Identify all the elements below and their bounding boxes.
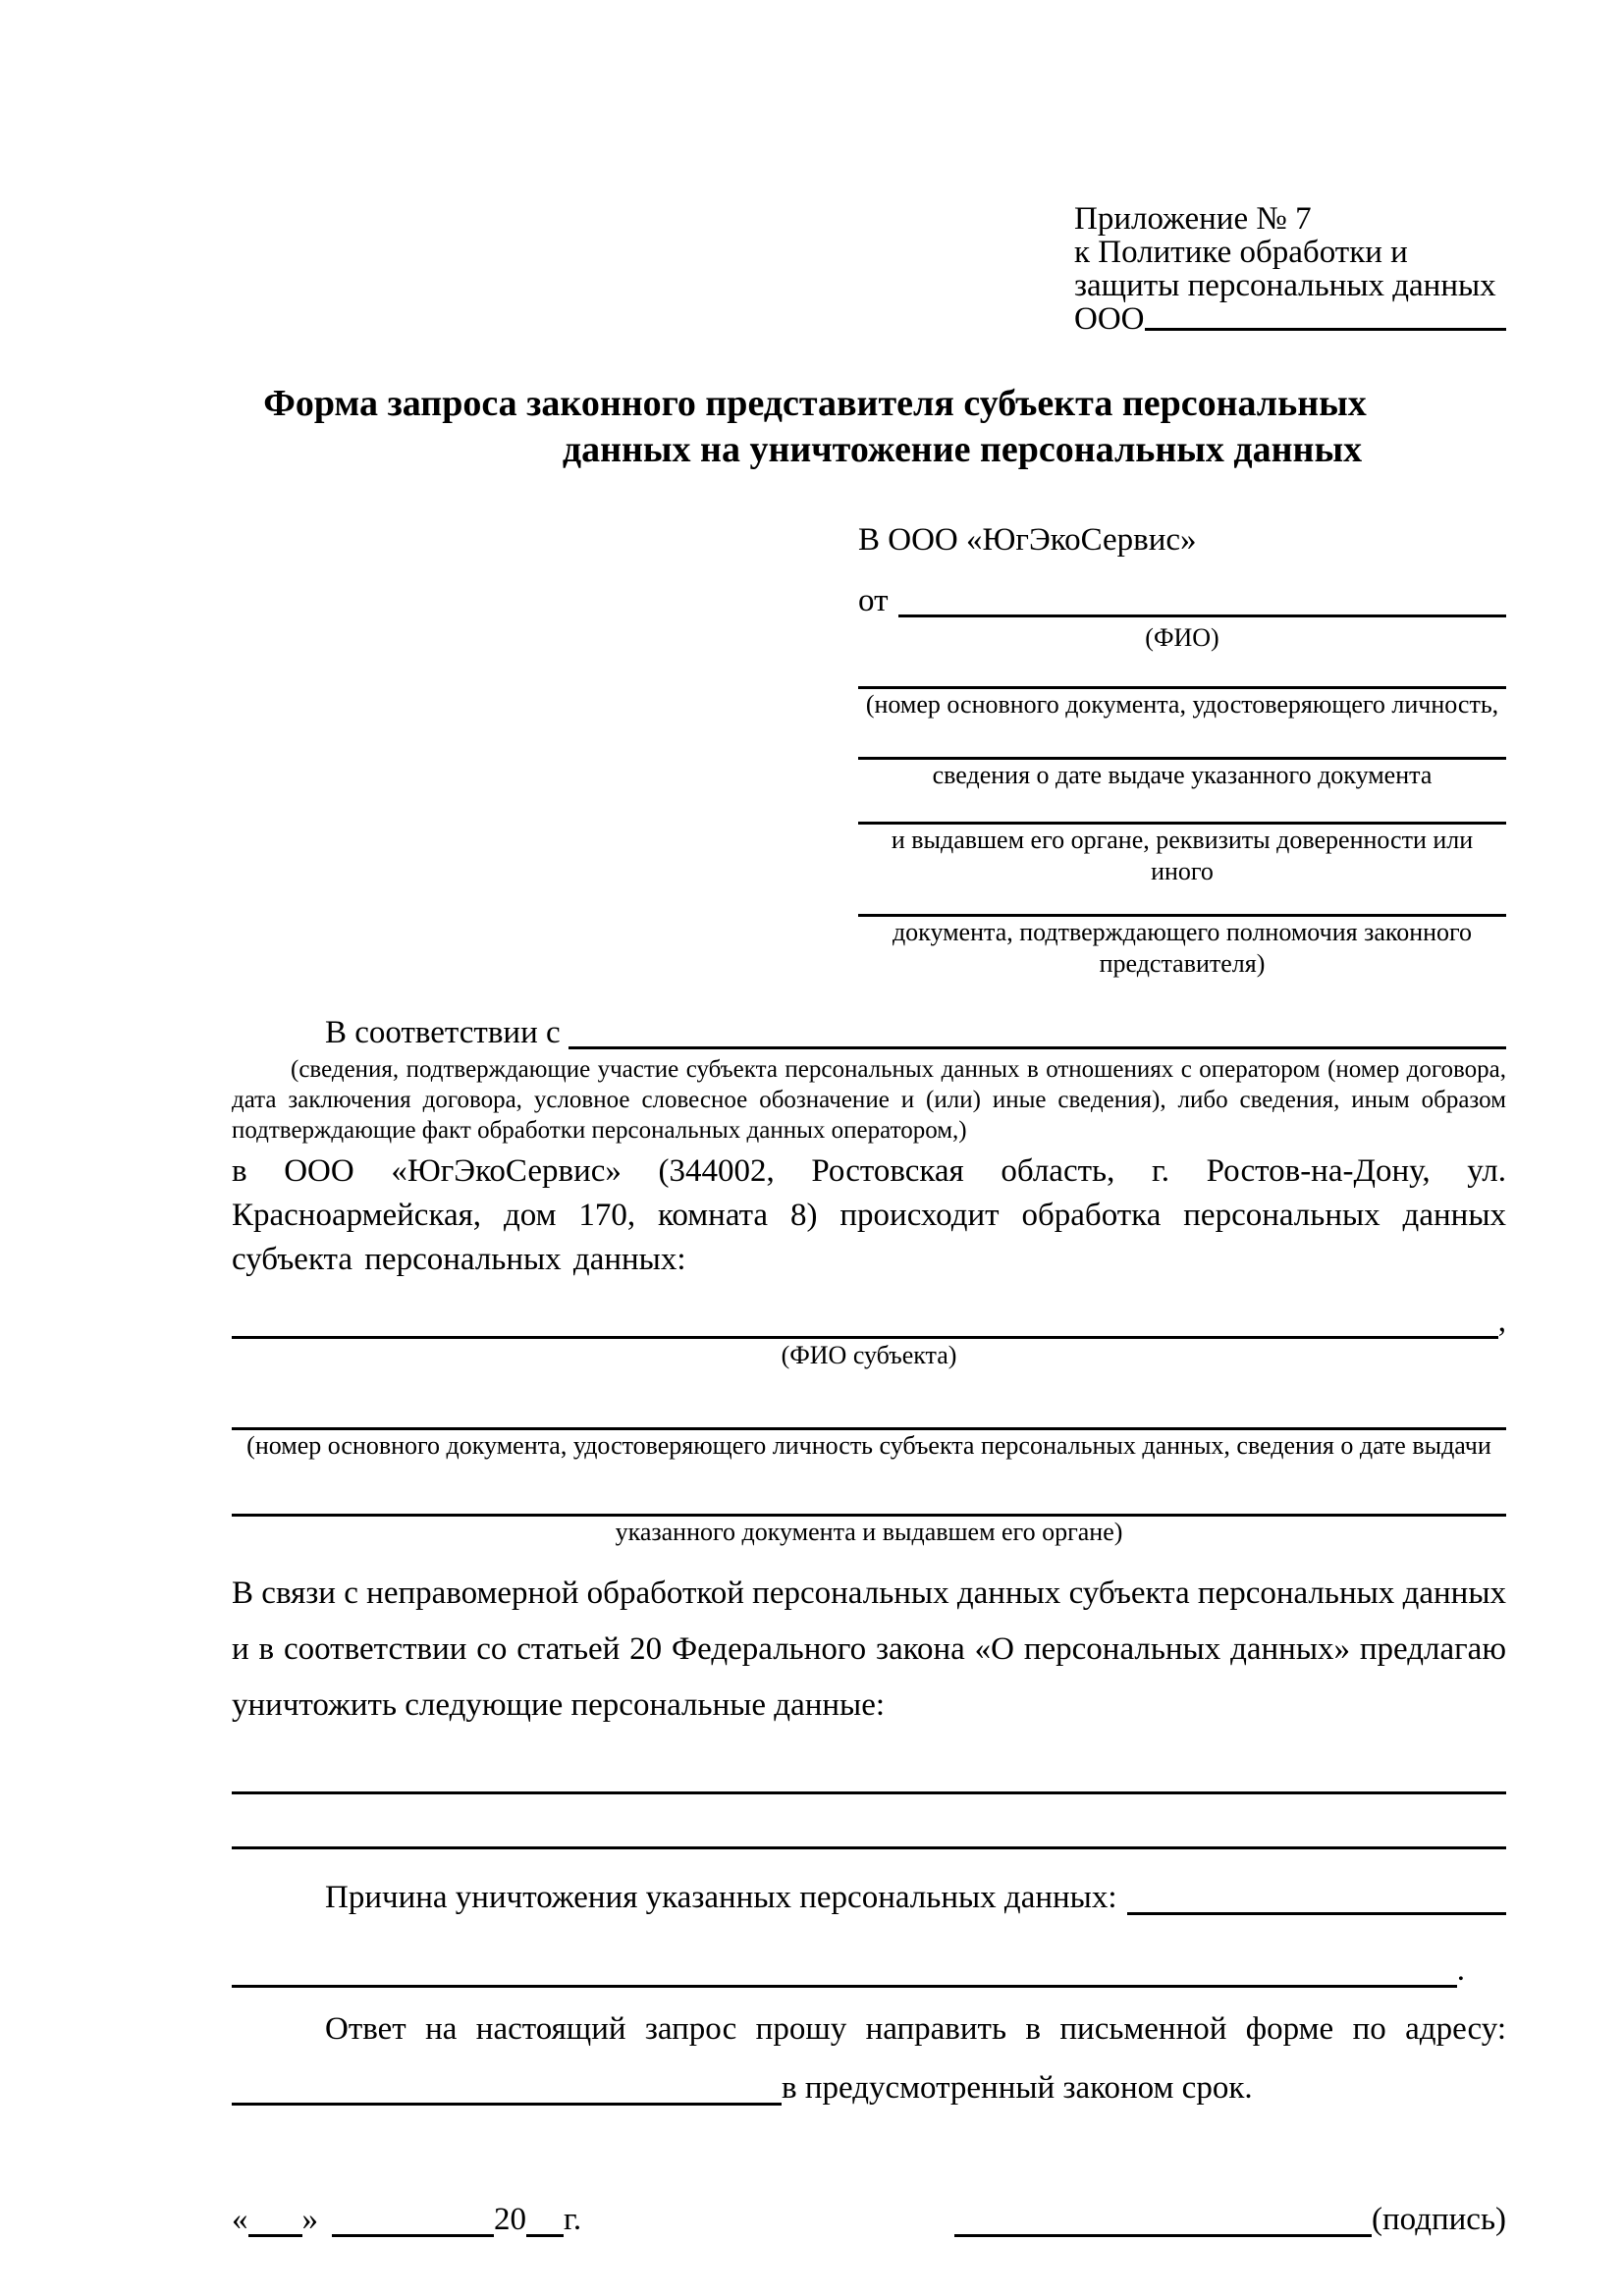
title-line-1: Форма запроса законного представителя субъекта персональных bbox=[263, 383, 1367, 424]
doc-field-line-2[interactable] bbox=[858, 722, 1506, 760]
reason-continuation-row bbox=[232, 1948, 1465, 1993]
reply-address-field-line[interactable] bbox=[232, 2103, 782, 2106]
subject-doc-caption-1: (номер основного документа, удостоверяющего личность субъекта персональных данных, сведения о дате выдачи bbox=[246, 1431, 1491, 1460]
reason-label: Причина уничтожения указанных персональных данных: bbox=[325, 1880, 1117, 1915]
operator-paragraph: в ООО «ЮгЭкоСервис» (344002, Ростовская область, г. Ростов-на-Дону, ул. Красноармейская, дом 170, комната 8) происходит обработка персональных данных субъекта персональных данных: bbox=[232, 1153, 1506, 1277]
data-to-destroy-line-2[interactable] bbox=[232, 1794, 1506, 1849]
subject-doc-field-line-2[interactable] bbox=[232, 1483, 1506, 1517]
accordance-label: В соответствии с bbox=[325, 1015, 561, 1050]
signature-block bbox=[954, 2197, 1506, 2242]
reason-row bbox=[232, 1875, 1506, 1920]
reason-field-line[interactable] bbox=[1127, 1912, 1506, 1915]
appendix-company-row bbox=[1074, 302, 1506, 336]
reason-field-line-2[interactable] bbox=[232, 1985, 1457, 1988]
doc-field-line-1[interactable] bbox=[858, 654, 1506, 689]
accordance-note: (сведения, подтверждающие участие субъекта персональных данных в отношениях с оператором (номер договора, дата заключения договора, условное словесное обозначение и (или) иные сведения), либо сведения, иным образом подтверждающие факт обработки персональных данных оператором,) bbox=[232, 1056, 1506, 1144]
accordance-row bbox=[232, 1011, 1506, 1054]
quote-close: » bbox=[301, 2202, 318, 2237]
reason-line-period: . bbox=[1456, 1952, 1465, 1988]
appendix-line-2: к Политике обработки и bbox=[1074, 235, 1408, 270]
appendix-header bbox=[1074, 202, 1506, 336]
month-field-line[interactable] bbox=[332, 2234, 494, 2237]
addressee-block bbox=[858, 520, 1506, 980]
from-label: от bbox=[858, 583, 889, 618]
reply-paragraph: Ответ на настоящий запрос прошу направить в письменной форме по адресу: bbox=[325, 2011, 1506, 2047]
year-field-line[interactable] bbox=[526, 2234, 564, 2237]
subject-fio-field-line[interactable] bbox=[232, 1304, 1498, 1339]
demand-paragraph: В связи с неправомерной обработкой персональных данных субъекта персональных данных и в соответствии со статьей 20 Федерального закона «О персональных данных» предлагаю уничтожить следующие персональные данные: bbox=[232, 1575, 1506, 1723]
signature-field-line[interactable] bbox=[954, 2234, 1372, 2237]
document-title bbox=[232, 381, 1506, 473]
reply-address-row bbox=[232, 2065, 1506, 2110]
subject-fio-comma: , bbox=[1497, 1304, 1506, 1339]
doc-field-line-4[interactable] bbox=[858, 889, 1506, 917]
addressee-to: В ООО «ЮгЭкоСервис» bbox=[858, 522, 1197, 558]
appendix-line-3: защиты персональных данных bbox=[1074, 268, 1496, 303]
title-line-2: данных на уничтожение персональных данных bbox=[562, 429, 1363, 470]
subject-doc-field-line-1[interactable] bbox=[232, 1397, 1506, 1430]
company-prefix: ООО bbox=[1074, 301, 1145, 337]
signature-caption: (подпись) bbox=[1372, 2202, 1506, 2237]
date-spacer bbox=[318, 2197, 332, 2242]
footer-row bbox=[232, 2197, 1506, 2242]
year-prefix: 20 bbox=[494, 2202, 526, 2237]
doc-caption-4: документа, подтверждающего полномочия законного представителя) bbox=[892, 918, 1473, 978]
subject-fio-caption: (ФИО субъекта) bbox=[781, 1341, 957, 1369]
quote-open: « bbox=[232, 2202, 248, 2237]
subject-doc-caption-2: указанного документа и выдавшем его органе) bbox=[615, 1518, 1123, 1546]
doc-caption-2: сведения о дате выдаче указанного документа bbox=[932, 761, 1433, 789]
doc-caption-1: (номер основного документа, удостоверяющего личность, bbox=[865, 690, 1499, 719]
data-to-destroy-line-1[interactable] bbox=[232, 1745, 1506, 1794]
day-field-line[interactable] bbox=[248, 2234, 302, 2237]
date-block bbox=[232, 2197, 581, 2242]
subject-fio-row bbox=[232, 1304, 1506, 1340]
year-suffix: г. bbox=[564, 2202, 582, 2237]
doc-caption-3: и выдавшем его органе, реквизиты доверенности или иного bbox=[891, 826, 1474, 885]
fio-field-line[interactable] bbox=[898, 614, 1507, 617]
accordance-field-line[interactable] bbox=[568, 1046, 1506, 1049]
appendix-line-1: Приложение № 7 bbox=[1074, 201, 1312, 237]
doc-field-line-3[interactable] bbox=[858, 793, 1506, 825]
fio-caption: (ФИО) bbox=[1145, 623, 1219, 652]
from-row bbox=[858, 579, 1506, 622]
reply-suffix: в предусмотренный законом срок. bbox=[782, 2070, 1253, 2106]
company-name-field-line[interactable] bbox=[1145, 328, 1507, 331]
